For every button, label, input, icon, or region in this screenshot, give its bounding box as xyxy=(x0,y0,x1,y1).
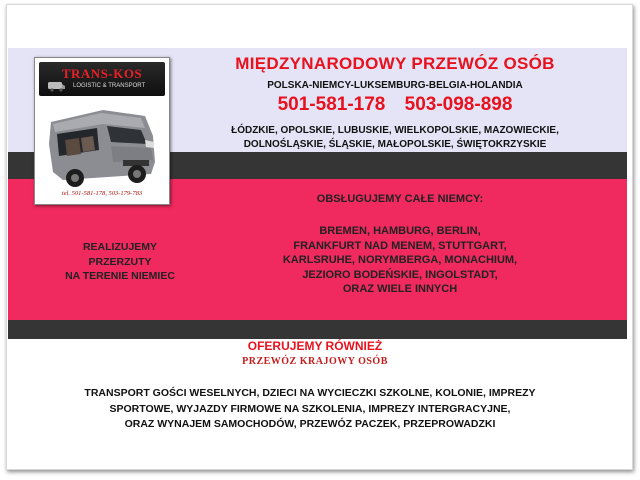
mini-van-icon xyxy=(47,80,67,92)
germany-heading: OBSŁUGUJEMY CAŁE NIEMCY: xyxy=(316,193,484,205)
logo-banner xyxy=(39,62,165,96)
phone-numbers xyxy=(175,94,615,116)
logo-phone-numbers: tel. 501-581-178, 503-179-783 xyxy=(61,190,143,197)
german-cities-list xyxy=(240,224,560,297)
transfers-note xyxy=(20,240,220,284)
domestic-transport-label: PRZEWÓZ KRAJOWY OSÓB xyxy=(242,356,388,367)
services-line: ORAZ WYNAJEM SAMOCHODÓW, PRZEWÓZ PACZEK, PRZEPROWADZKI xyxy=(124,418,496,430)
transfers-line: REALIZUJEMY xyxy=(82,241,158,253)
city-line: JEZIORO BODEŃSKIE, INGOLSTADT, xyxy=(302,268,498,281)
company-logo-card xyxy=(34,57,170,205)
transfers-line: NA TERENIE NIEMIEC xyxy=(65,270,175,282)
dark-stripe-bottom xyxy=(8,320,627,339)
regions-line: DOLNOŚLĄSKIE, ŚLĄSKIE, MAŁOPOLSKIE, ŚWIĘTOKRZYSKIE xyxy=(243,139,547,150)
offer-heading: OFERUJEMY RÓWNIEŻ xyxy=(247,339,383,353)
services-line: TRANSPORT GOŚCI WESELNYCH, DZIECI NA WYCIECZKI SZKOLNE, KOLONIE, IMPREZY xyxy=(84,387,536,399)
page-title: MIĘDZYNARODOWY PRZEWÓZ OSÓB xyxy=(235,54,555,73)
city-line: FRANKFURT NAD MENEM, STUTTGART, xyxy=(293,239,507,252)
city-line: KARLSRUHE, NORYMBERGA, MONACHIUM, xyxy=(282,254,518,266)
regions-line: ŁÓDZKIE, OPOLSKIE, LUBUSKIE, WIELKOPOLSKIE, MAZOWIECKIE, xyxy=(231,125,559,136)
services-list xyxy=(20,386,600,433)
city-line: BREMEN, HAMBURG, BERLIN, xyxy=(319,225,481,237)
transfers-line: PRZERZUTY xyxy=(88,255,152,268)
countries-route: POLSKA-NIEMCY-LUKSEMBURG-BELGIA-HOLANDIA xyxy=(267,80,523,91)
phone-number-2: 503-098-898 xyxy=(404,94,513,115)
logo-subtitle: LOGISTIC & TRANSPORT xyxy=(73,83,146,89)
logo-company-name: TRANS-KOS xyxy=(61,66,143,81)
van-image xyxy=(41,100,163,198)
services-line: SPORTOWE, WYJAZDY FIRMOWE NA SZKOLENIA, IMPREZY INTERGRACYJNE, xyxy=(109,402,511,415)
phone-number-1: 501-581-178 xyxy=(277,94,386,115)
city-line: ORAZ WIELE INNYCH xyxy=(342,283,458,295)
regions-list xyxy=(175,124,615,152)
